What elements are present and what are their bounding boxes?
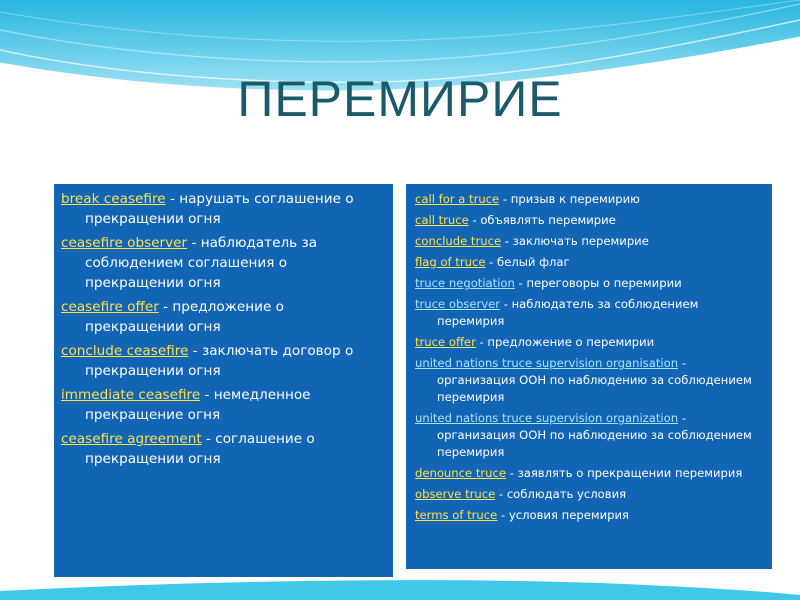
term-link[interactable]: ceasefire offer — [61, 299, 159, 315]
term-link[interactable]: flag of truce — [415, 255, 486, 269]
list-item — [415, 212, 766, 229]
list-item — [415, 334, 766, 351]
separator: - — [187, 235, 201, 251]
list-item — [415, 507, 766, 524]
definition-text: заявлять о прекращении перемирия — [517, 466, 743, 480]
term-link[interactable]: observe truce — [415, 487, 496, 501]
list-item — [61, 429, 387, 469]
separator: - — [485, 255, 498, 269]
separator: - — [165, 191, 180, 207]
definition-text: соглашение о прекращении огня — [85, 431, 315, 467]
separator: - — [158, 299, 173, 315]
list-item — [415, 410, 766, 461]
list-item — [415, 254, 766, 271]
list-item — [415, 355, 766, 406]
term-link[interactable]: call truce — [415, 213, 469, 227]
definition-text: организация ООН по наблюдению за соблюдением перемирия — [437, 428, 752, 459]
term-link[interactable]: truce observer — [415, 297, 501, 311]
separator: - — [500, 297, 512, 311]
list-item — [61, 189, 387, 229]
definition-text: соблюдать условия — [506, 487, 627, 501]
definition-text: организация ООН по наблюдению за соблюдением перемирия — [437, 373, 752, 404]
separator: - — [495, 487, 507, 501]
separator: - — [514, 276, 527, 290]
truce-terms-panel — [406, 184, 772, 569]
term-link[interactable]: break ceasefire — [61, 191, 166, 207]
term-link[interactable]: ceasefire agreement — [61, 431, 202, 447]
definition-text: заключать перемирие — [512, 234, 649, 248]
separator: - — [678, 411, 686, 425]
slide-title: ПЕРЕМИРИЕ — [237, 71, 563, 127]
list-item — [415, 275, 766, 292]
term-link[interactable]: truce offer — [415, 335, 476, 349]
separator: - — [497, 508, 509, 522]
term-link[interactable]: call for a truce — [415, 192, 500, 206]
separator: - — [475, 335, 488, 349]
term-link[interactable]: immediate ceasefire — [61, 387, 201, 403]
separator: - — [468, 213, 481, 227]
definition-text: переговоры о перемирии — [526, 276, 682, 290]
definition-text: нарушать соглашение о прекращении огня — [85, 191, 354, 227]
ceasefire-terms-panel — [54, 184, 393, 577]
definition-text: условия перемирия — [508, 508, 629, 522]
term-link[interactable]: terms of truce — [415, 508, 498, 522]
definition-text: немедленное прекращение огня — [85, 387, 311, 423]
list-item — [415, 191, 766, 208]
list-item — [415, 486, 766, 503]
term-link[interactable]: united nations truce supervision organization — [415, 411, 679, 425]
separator: - — [499, 192, 511, 206]
definition-text: призыв к перемирию — [510, 192, 640, 206]
definition-text: наблюдатель за соблюдением перемирия — [437, 297, 699, 328]
term-link[interactable]: conclude truce — [415, 234, 502, 248]
separator: - — [678, 356, 686, 370]
term-link[interactable]: conclude ceasefire — [61, 343, 189, 359]
list-item — [61, 341, 387, 381]
definition-text: заключать договор о прекращении огня — [85, 343, 354, 379]
definition-text: предложение о перемирии — [487, 335, 655, 349]
list-item — [61, 385, 387, 425]
list-item — [415, 465, 766, 482]
definition-text: наблюдатель за соблюдением соглашения о прекращении огня — [85, 235, 318, 291]
term-link[interactable]: united nations truce supervision organisation — [415, 356, 679, 370]
definition-text: белый флаг — [497, 255, 570, 269]
separator: - — [201, 431, 216, 447]
definition-text: объявлять перемирие — [480, 213, 616, 227]
list-item — [415, 233, 766, 250]
list-item — [61, 297, 387, 337]
term-link[interactable]: truce negotiation — [415, 276, 515, 290]
term-link[interactable]: ceasefire observer — [61, 235, 188, 251]
definition-text: предложение о прекращении огня — [85, 299, 284, 335]
separator: - — [501, 234, 513, 248]
separator: - — [188, 343, 202, 359]
list-item — [415, 296, 766, 330]
list-item — [61, 233, 387, 293]
term-link[interactable]: denounce truce — [415, 466, 506, 480]
separator: - — [200, 387, 214, 403]
separator: - — [506, 466, 518, 480]
